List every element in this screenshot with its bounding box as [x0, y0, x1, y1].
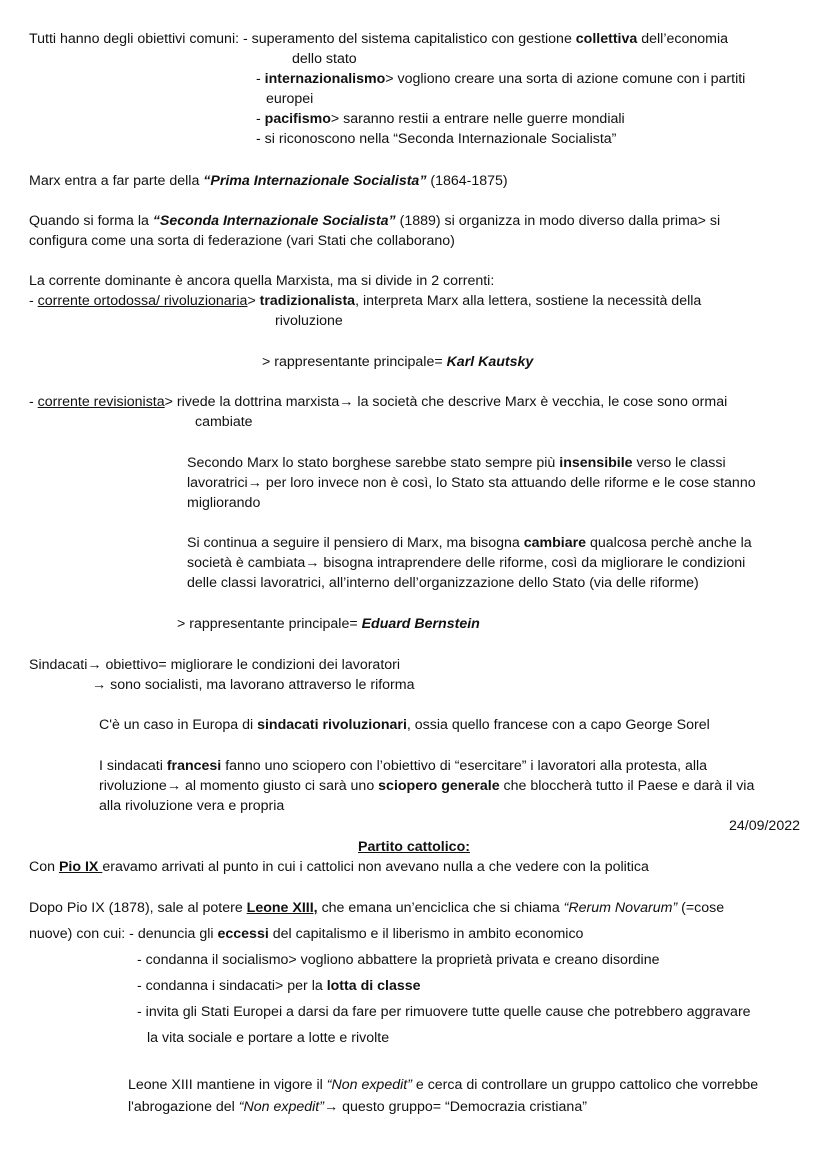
- text-line: - corrente ortodossa/ rivoluzionaria> tradizionalista, interpreta Marx alla lettera, sostiene la necessità della: [29, 293, 702, 309]
- text-line: rivoluzione→ al momento giusto ci sarà uno sciopero generale che bloccherà tutto il Paese e darà il via: [99, 778, 755, 794]
- text-line: Leone XIII mantiene in vigore il “Non expedit” e cerca di controllare un gruppo cattolico che vorrebbe: [128, 1077, 759, 1093]
- text-line: Tutti hanno degli obiettivi comuni: - superamento del sistema capitalistico con gestione collettiva dell’economia: [29, 31, 728, 47]
- text-line: nuove) con cui: - denuncia gli eccessi del capitalismo e il liberismo in ambito economico: [29, 926, 584, 942]
- text-line: Con Pio IX eravamo arrivati al punto in cui i cattolici non avevano nulla a che vedere con la politica: [29, 859, 649, 875]
- text-line: - corrente revisionista> rivede la dottrina marxista→ la società che descrive Marx è vecchia, le cose sono ormai: [29, 394, 728, 410]
- text-line: configura come una sorta di federazione (vari Stati che collaborano): [29, 233, 455, 249]
- text-line: la vita sociale e portare a lotte e rivolte: [147, 1030, 390, 1046]
- text-line: La corrente dominante è ancora quella Marxista, ma si divide in 2 correnti:: [29, 273, 495, 289]
- bullet-item: - condanna i sindacati> per la lotta di classe: [137, 978, 421, 994]
- text-line: Secondo Marx lo stato borghese sarebbe stato sempre più insensibile verso le classi: [187, 455, 726, 471]
- text-line: Quando si forma la “Seconda Internazionale Socialista” (1889) si organizza in modo diverso dalla prima> si: [29, 213, 721, 229]
- date: 24/09/2022: [728, 818, 800, 834]
- text-line: l'abrogazione del “Non expedit”→ questo gruppo= “Democrazia cristiana”: [128, 1099, 587, 1115]
- text-line: I sindacati francesi fanno uno sciopero con l’obiettivo di “esercitare” i lavoratori alla protesta, alla: [99, 758, 708, 774]
- text-line: rivoluzione: [275, 313, 343, 329]
- text-line: migliorando: [187, 495, 261, 511]
- text-line: C'è un caso in Europa di sindacati rivoluzionari, ossia quello francese con a capo George Sorel: [99, 717, 710, 733]
- bullet-item: - pacifismo> saranno restii a entrare nelle guerre mondiali: [256, 111, 625, 127]
- text-line: > rappresentante principale= Eduard Bernstein: [177, 616, 480, 632]
- text-line: Si continua a seguire il pensiero di Marx, ma bisogna cambiare qualcosa perchè anche la: [187, 535, 752, 551]
- text-line: Dopo Pio IX (1878), sale al potere Leone XIII, che emana un’enciclica che si chiama “Rerum Novarum” (=cose: [29, 900, 725, 916]
- text-line: > rappresentante principale= Karl Kautsky: [262, 354, 534, 370]
- text-line: cambiate: [195, 414, 253, 430]
- text-line: europei: [266, 91, 314, 107]
- bullet-item: - internazionalismo> vogliono creare una sorta di azione comune con i partiti: [256, 71, 746, 87]
- text-line: lavoratrici→ per loro invece non è così, lo Stato sta attuando delle riforme e le cose stanno: [187, 475, 756, 491]
- bullet-item: - invita gli Stati Europei a darsi da fare per rimuovere tutte quelle cause che potrebbero aggravare: [137, 1004, 751, 1020]
- text-line: Sindacati→ obiettivo= migliorare le condizioni dei lavoratori: [29, 657, 401, 673]
- text-line: società è cambiata→ bisogna intraprendere delle riforme, così da migliorare le condizioni: [187, 555, 746, 571]
- text-line: → sono socialisti, ma lavorano attraverso le riforma: [92, 677, 415, 693]
- text-line: dello stato: [292, 51, 357, 67]
- text-line: alla rivoluzione vera e propria: [99, 798, 285, 814]
- section-heading: Partito cattolico:: [358, 839, 470, 855]
- text-line: Marx entra a far parte della “Prima Internazionale Socialista” (1864-1875): [29, 173, 508, 189]
- text-line: delle classi lavoratrici, all’interno dell’organizzazione dello Stato (via delle riforme): [187, 575, 699, 591]
- bullet-item: - condanna il socialismo> vogliono abbattere la proprietà privata e creano disordine: [137, 952, 660, 968]
- bullet-item: - si riconoscono nella “Seconda Internazionale Socialista”: [256, 131, 617, 147]
